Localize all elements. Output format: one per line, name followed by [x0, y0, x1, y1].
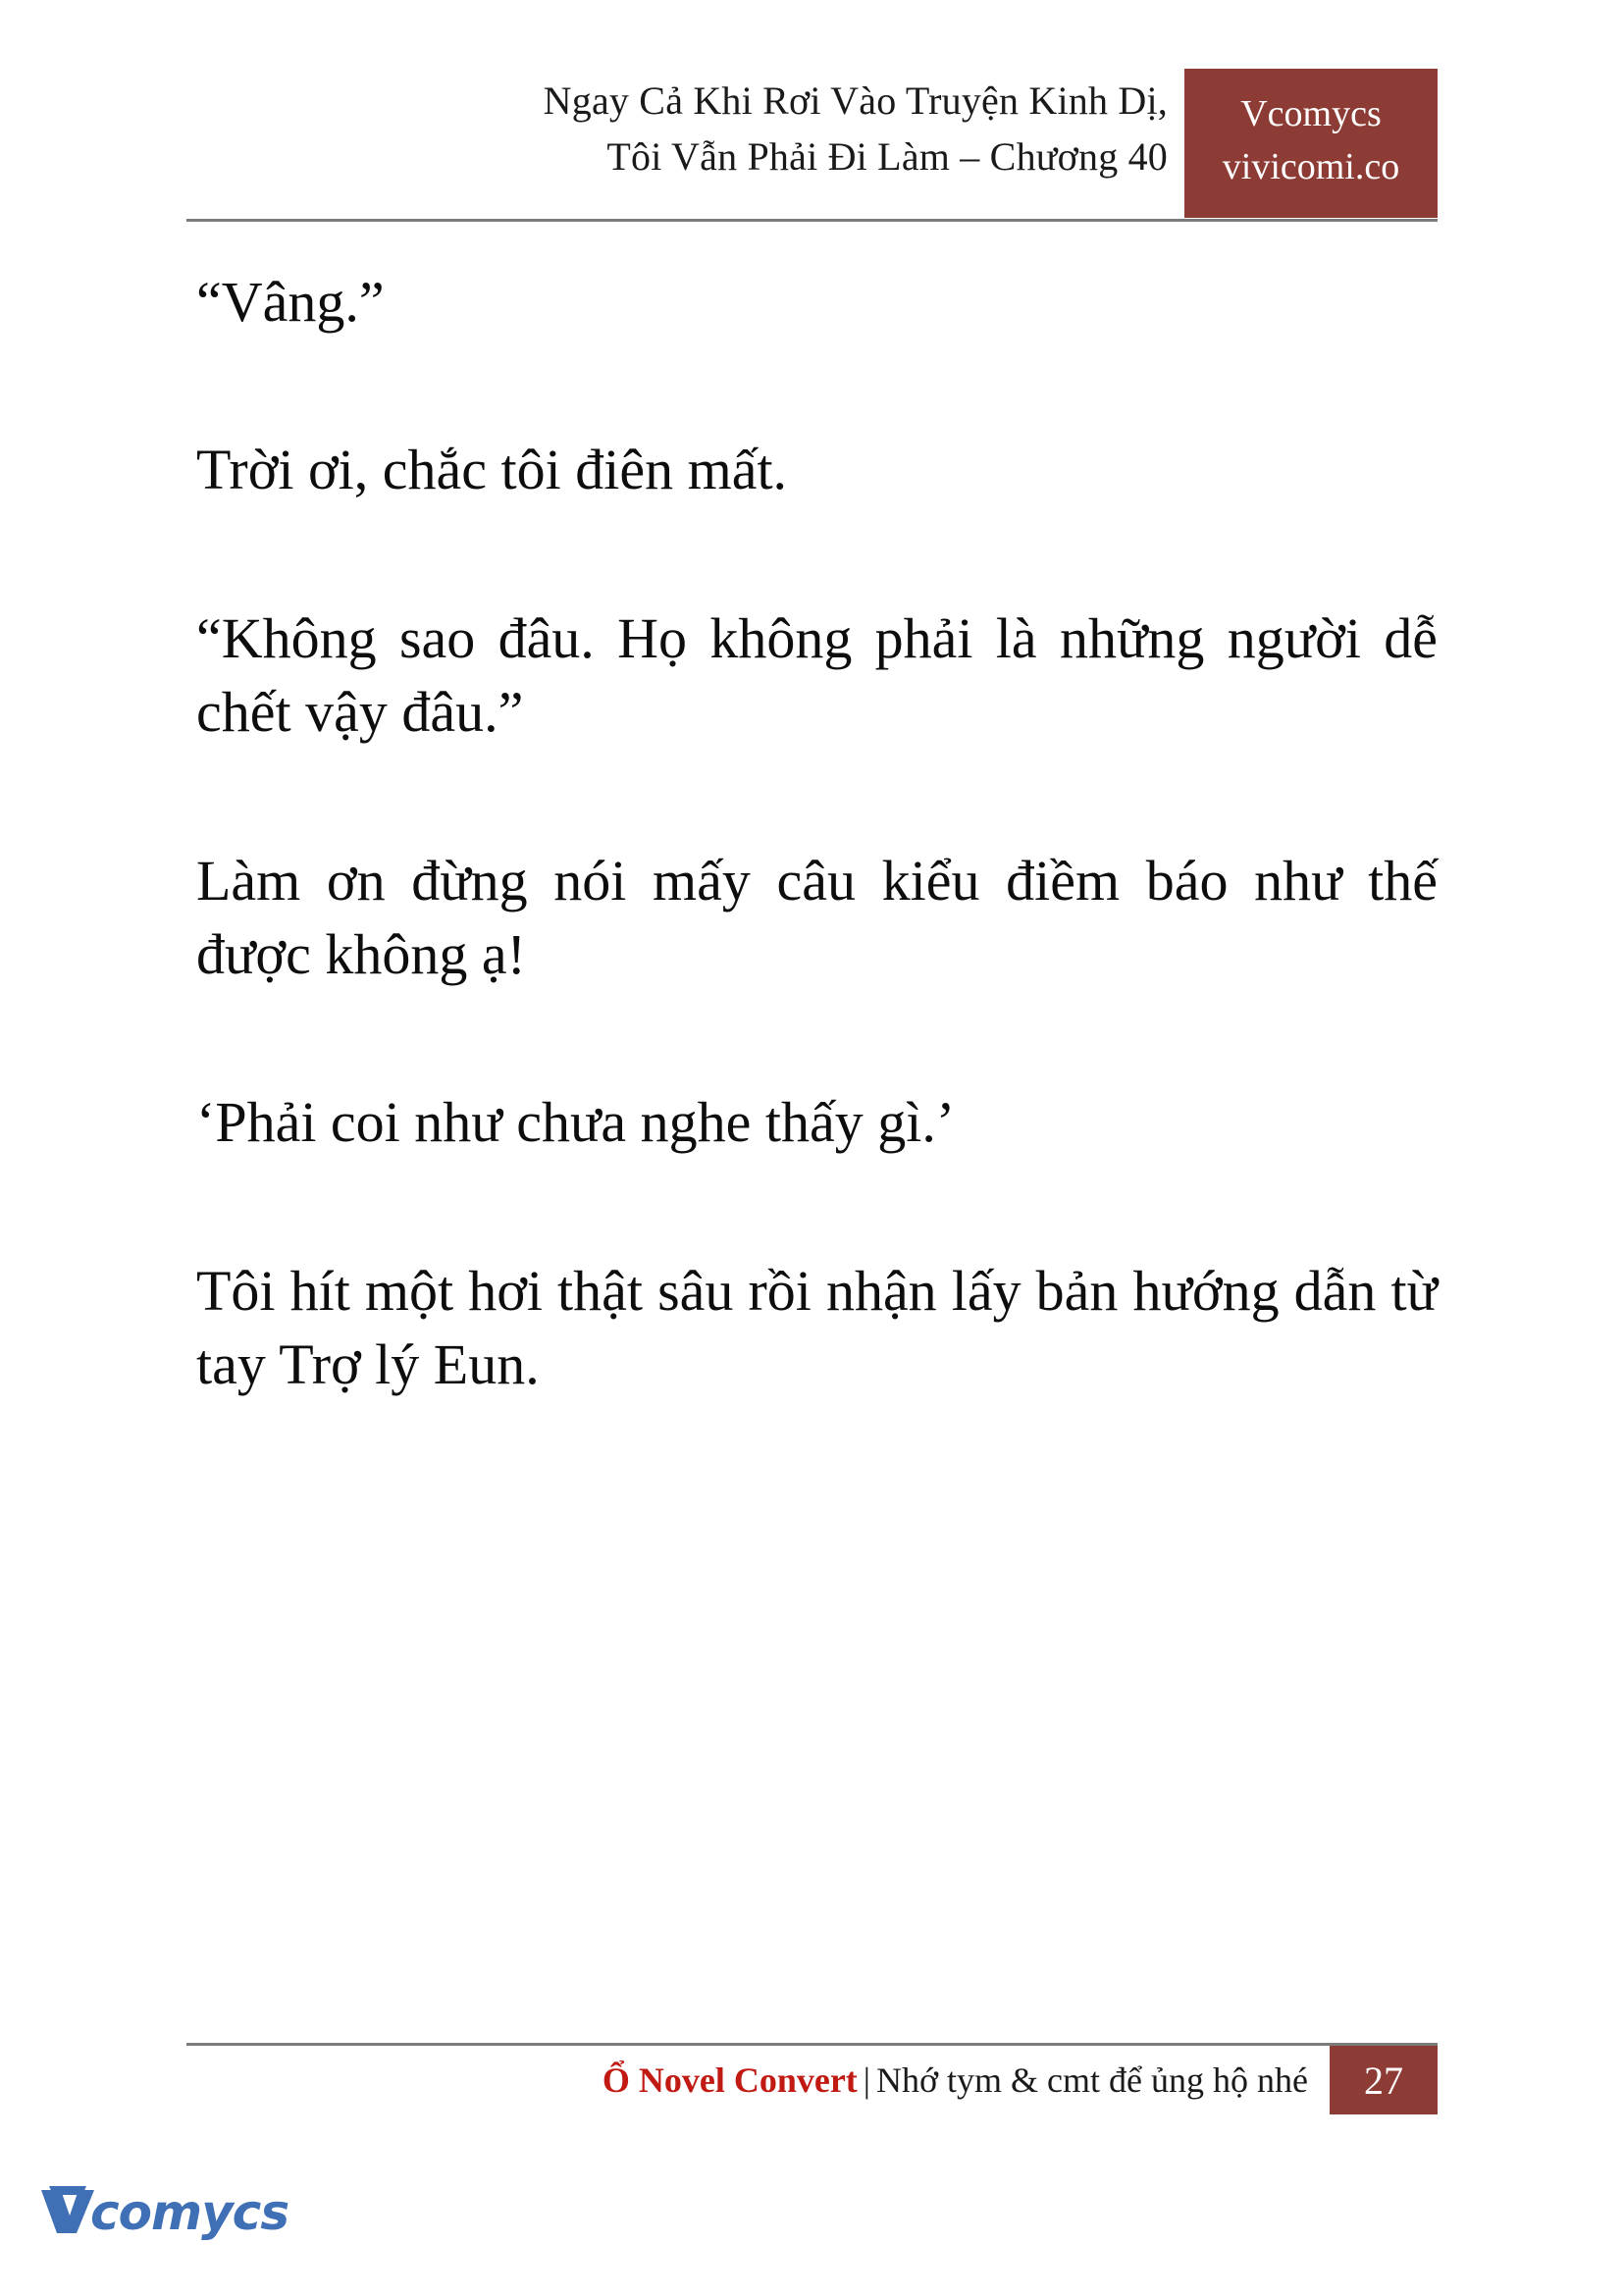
site-badge: [1184, 69, 1438, 218]
page-footer: [186, 2043, 1438, 2115]
site-badge-url: vivicomi.co: [1222, 145, 1400, 187]
watermark-logo: [39, 2176, 294, 2259]
paragraph: “Không sao đâu. Họ không phải là những người dễ chết vậy đâu.”: [196, 605, 1438, 745]
paragraph: ‘Phải coi như chưa nghe thấy gì.’: [196, 1090, 956, 1155]
paragraph: Tôi hít một hơi thật sâu rồi nhận lấy bản hướng dẫn từ tay Trợ lý Eun.: [196, 1258, 1438, 1397]
footer-separator: |: [863, 2060, 871, 2100]
paragraph: Trời ơi, chắc tôi điên mất.: [196, 438, 788, 502]
header-title-line1: Ngay Cả Khi Rơi Vào Truyện Kinh Dị,: [543, 78, 1168, 123]
paragraph: “Vâng.”: [196, 270, 385, 334]
page-content: [196, 265, 1438, 1402]
paragraph: Làm ơn đừng nói mấy câu kiểu điềm báo như thế được không ạ!: [196, 848, 1438, 986]
page-number: 27: [1330, 2046, 1438, 2114]
watermark-label: comycs: [90, 2184, 289, 2241]
vcomycs-logo-icon: [39, 2186, 96, 2235]
footer-brand: Ổ Novel Convert: [602, 2060, 858, 2100]
page-header: [186, 74, 1438, 221]
footer-credit: [602, 2060, 1330, 2101]
footer-note: Nhớ tym & cmt để ủng hộ nhé: [876, 2060, 1308, 2100]
site-badge-name: Vcomycs: [1240, 93, 1382, 134]
header-title-line2: Tôi Vẫn Phải Đi Làm – Chương 40: [606, 133, 1168, 179]
header-title: [186, 74, 1168, 185]
header-divider: [186, 219, 1438, 222]
